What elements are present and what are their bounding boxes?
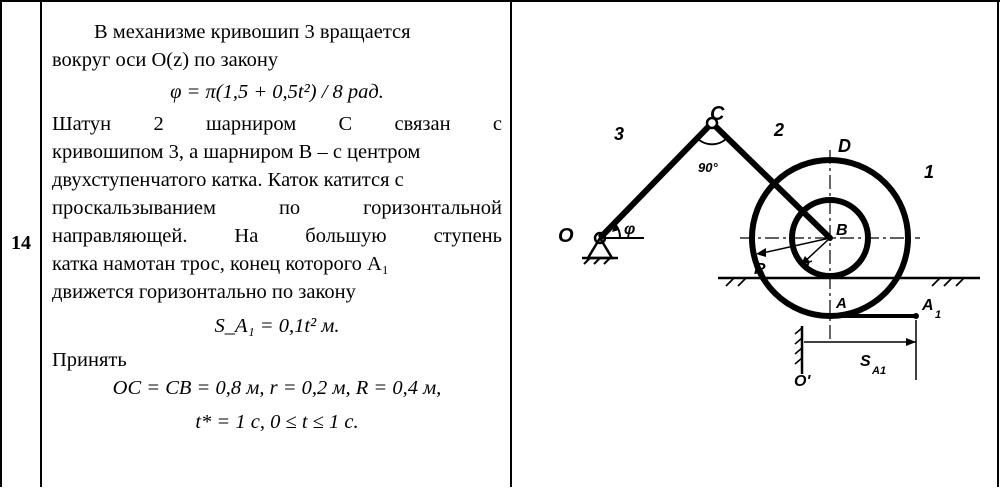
formula-given-2: t* = 1 с, 0 ≤ t ≤ 1 с.	[195, 411, 359, 433]
label-b: B	[836, 222, 848, 239]
label-d: D	[838, 136, 851, 156]
text-line-2: вокруг оси O(z) по закону	[52, 49, 279, 71]
mechanism-diagram	[512, 2, 998, 485]
text-line-1: В механизме кривошип 3 вращается	[94, 21, 411, 43]
text-line-3: Шатун 2 шарниром C связан с	[52, 113, 502, 135]
formula-sa1: S_A₁ = 0,1t² м.	[214, 315, 340, 337]
label-o-prime: O'	[794, 373, 811, 390]
text-line-4: кривошипом 3, а шарниром B – с центром	[52, 141, 421, 163]
row-number: 14	[11, 232, 31, 254]
label-link-3: 3	[614, 124, 625, 144]
label-wheel-1: 1	[924, 162, 935, 182]
point-a1	[913, 313, 919, 319]
label-a1: A	[922, 297, 934, 314]
label-o: O	[558, 225, 574, 247]
right-angle-arc	[697, 138, 727, 144]
point-d	[828, 158, 833, 163]
mechanism-figure	[512, 2, 998, 485]
formula-given-1: OC = CB = 0,8 м, r = 0,2 м, R = 0,4 м,	[112, 377, 442, 399]
formula-phi: φ = π(1,5 + 0,5t²) / 8 рад.	[170, 81, 384, 103]
label-c: C	[710, 103, 725, 125]
label-s: S	[860, 353, 871, 370]
connecting-rod-2	[712, 123, 830, 238]
text-line-5: двухступенчатого катка. Каток катится с	[52, 169, 404, 191]
text-line-10: Принять	[52, 349, 127, 371]
dimension-arrow	[906, 338, 916, 346]
label-r-small: r	[806, 255, 812, 271]
column-divider-1	[40, 0, 42, 487]
label-a1-sub: 1	[935, 309, 942, 321]
label-90deg: 90°	[698, 160, 718, 175]
label-a: A	[836, 295, 847, 312]
radius-big-arrow	[756, 248, 766, 257]
problem-text	[52, 18, 502, 436]
text-line-7: направляющей. На большую ступень	[52, 225, 502, 247]
text-line-8: катка намотан трос, конец которого A₁	[52, 253, 389, 275]
label-phi: φ	[624, 221, 636, 238]
text-line-9: движется горизонтально по закону	[52, 281, 356, 303]
label-link-2: 2	[774, 120, 785, 140]
label-s-sub: A1	[872, 365, 887, 377]
text-line-6: проскальзыванием по горизонтальной	[52, 197, 502, 219]
label-r-big: R	[754, 261, 766, 278]
